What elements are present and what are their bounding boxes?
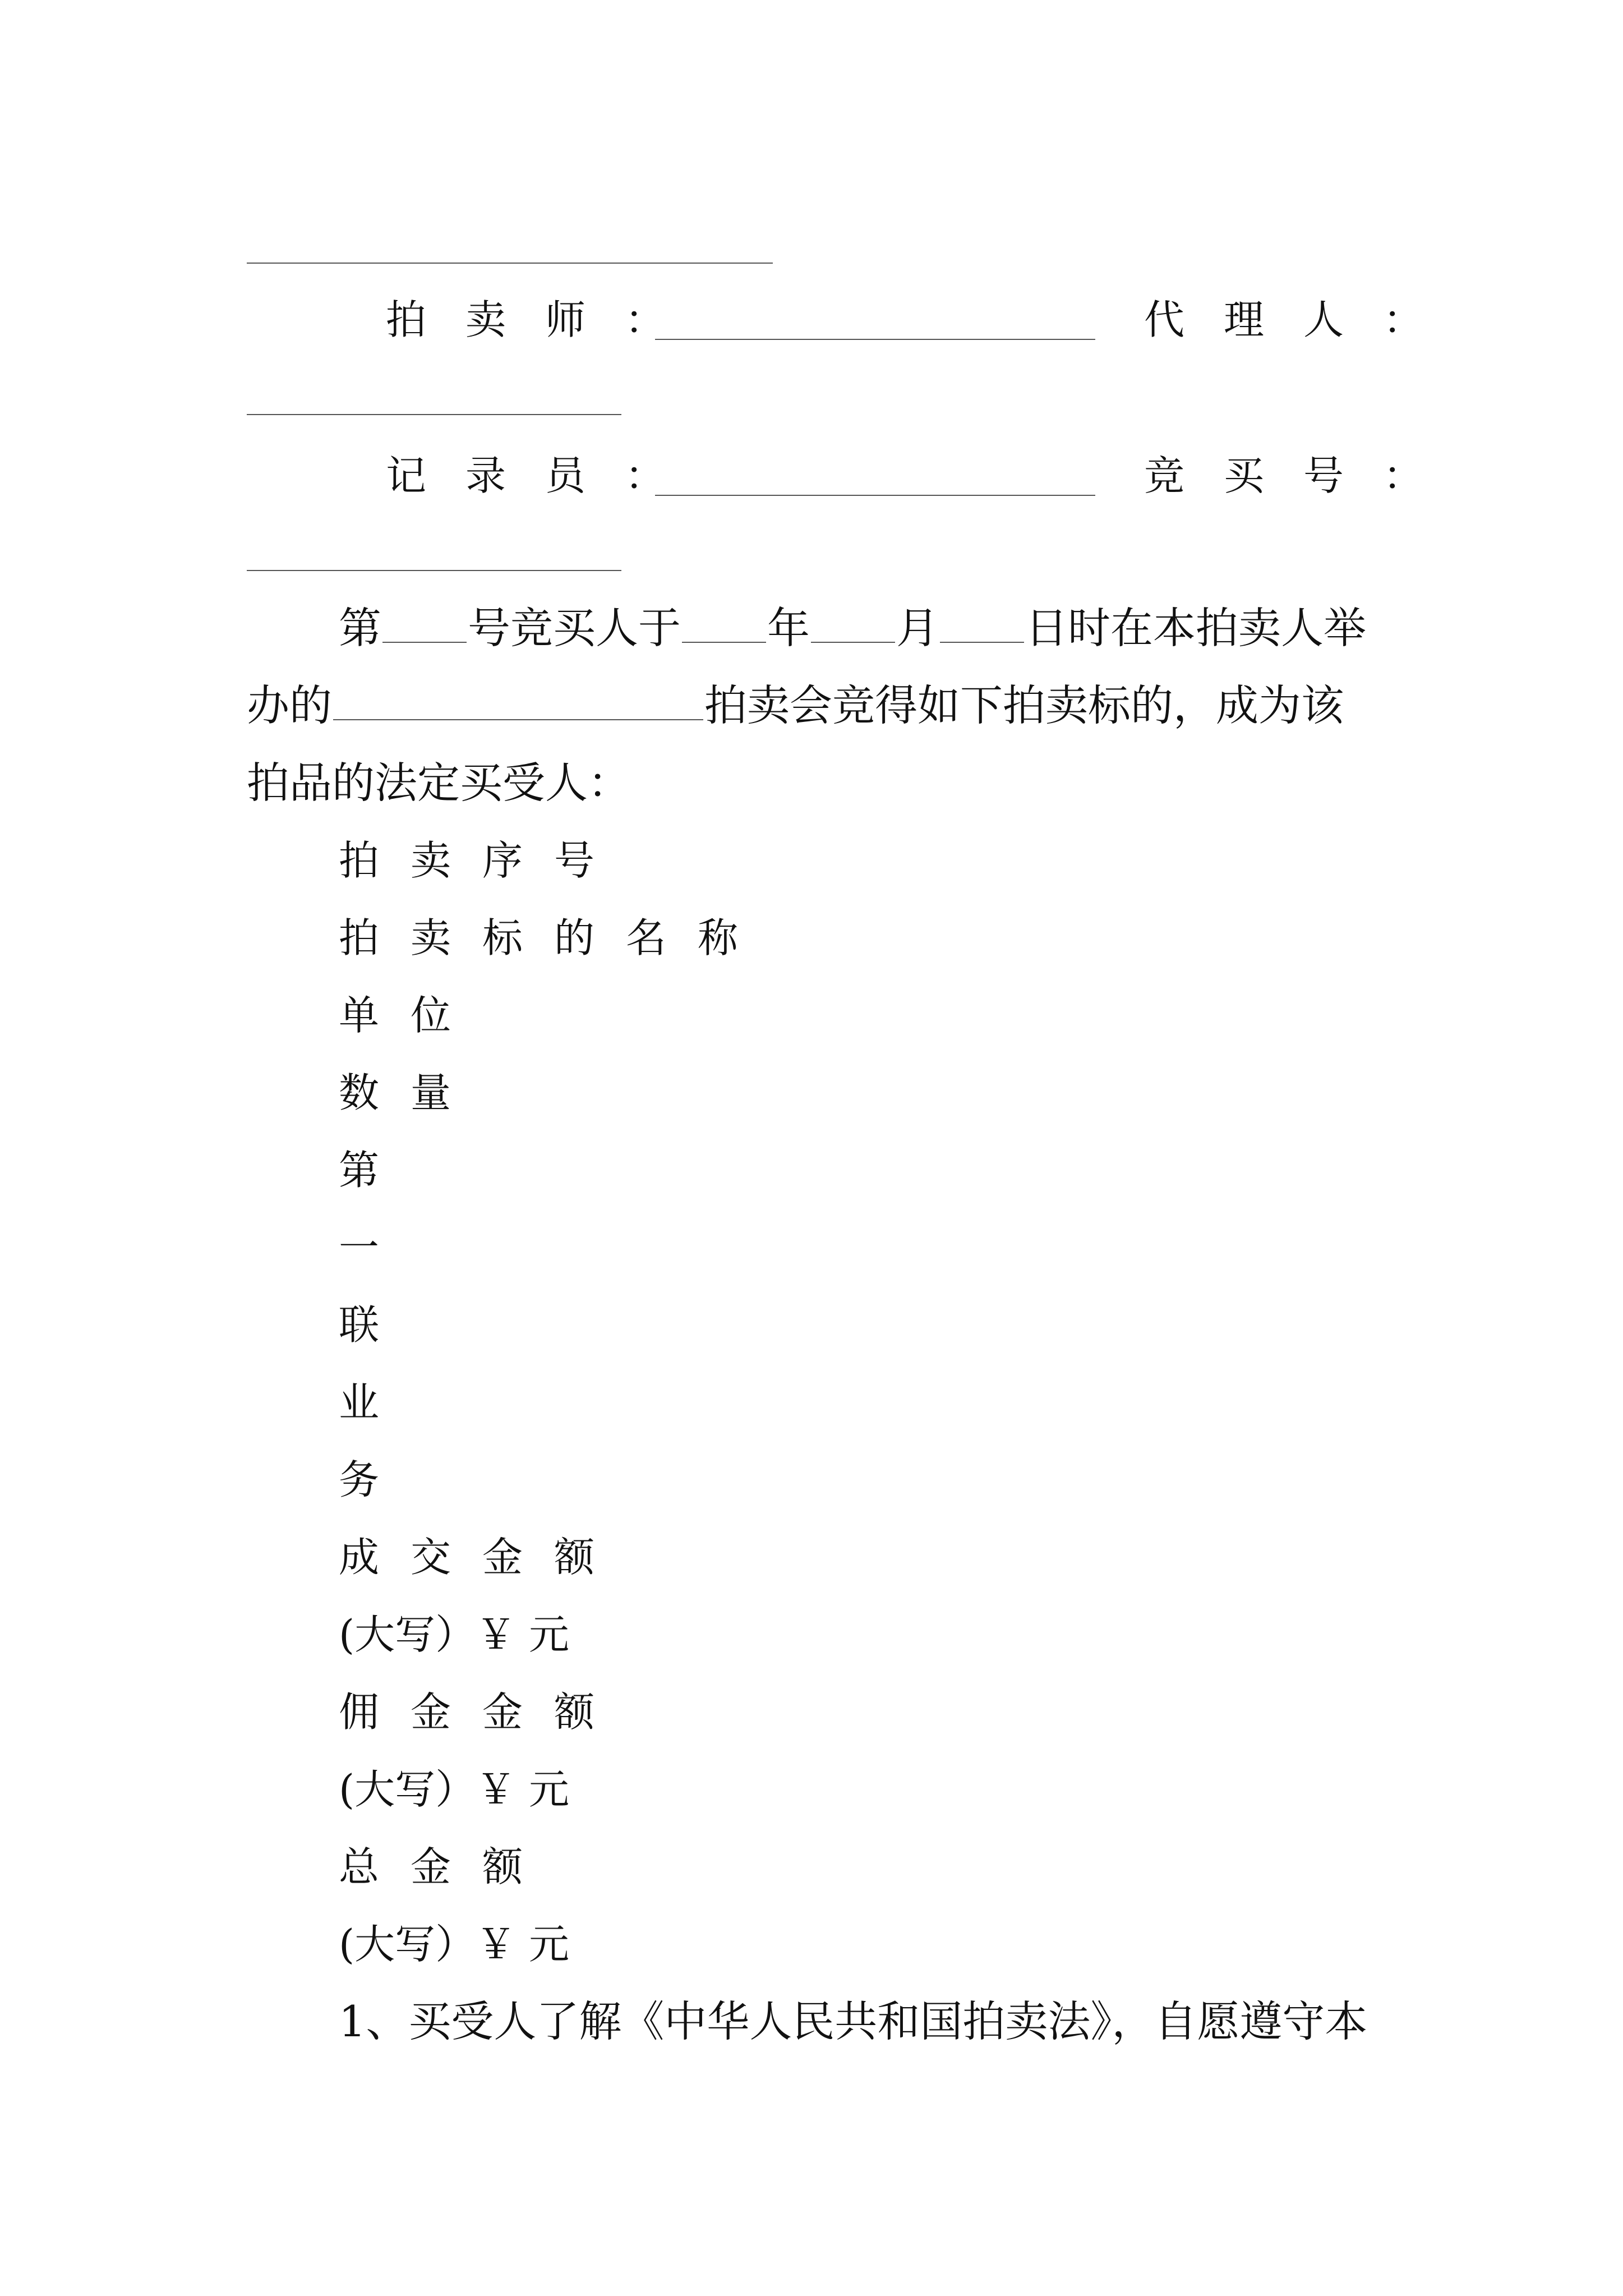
bidder-number-line: [247, 570, 621, 571]
table-item-lot-name: 拍卖标的名称: [339, 914, 770, 961]
clause-1: 1、买受人了解《中华人民共和国拍卖法》，自愿遵守本: [339, 1996, 1368, 2046]
bidder-number-blank: [382, 608, 467, 643]
paragraph-text: 日时在本拍卖人举: [1025, 603, 1366, 653]
table-item-quantity: 数量: [339, 1069, 483, 1116]
paragraph-text: 年: [767, 603, 810, 653]
paragraph-text: 办的: [247, 680, 332, 730]
table-item-amount-in-words: (大写）￥ 元: [339, 1611, 569, 1658]
table-item-total-amount: 总金额: [339, 1843, 555, 1890]
table-item-unit: 单位: [339, 992, 483, 1039]
paragraph-line-3: 拍品的法定买受人：: [247, 758, 630, 808]
paragraph-line-2: [247, 679, 1344, 733]
agent-label: 代理人：: [1144, 296, 1463, 343]
paragraph-line-1: [339, 601, 1366, 655]
paragraph-text: 号竞买人于: [468, 603, 681, 653]
paragraph-text: 拍卖会竞得如下拍卖标的，成为该: [704, 680, 1344, 730]
table-item-copy-char: 务: [339, 1456, 380, 1503]
paragraph-text: 月: [896, 603, 939, 653]
table-item-amount-in-words: (大写）￥ 元: [339, 1766, 569, 1813]
day-blank: [940, 608, 1024, 643]
signature-line-top: [247, 263, 773, 264]
bidder-number-label: 竞买号：: [1144, 452, 1463, 499]
month-blank: [811, 608, 895, 643]
year-blank: [682, 608, 766, 643]
table-item-copy-char: 第: [339, 1147, 380, 1194]
table-item-amount-in-words: (大写）￥ 元: [339, 1921, 569, 1968]
table-item-copy-char: 业: [339, 1379, 380, 1426]
table-item-commission-amount: 佣金金额: [339, 1688, 626, 1736]
table-item-copy-char: 一: [339, 1224, 380, 1271]
table-item-deal-amount: 成交金额: [339, 1534, 626, 1581]
auctioneer-label: 拍卖师：: [386, 296, 705, 343]
table-item-auction-number: 拍卖序号: [339, 837, 626, 884]
recorder-label: 记录员：: [386, 452, 705, 499]
recorder-signature-line: [655, 495, 1095, 496]
auctioneer-signature-line: [655, 339, 1095, 340]
agent-signature-line: [247, 414, 621, 415]
table-item-copy-char: 联: [339, 1301, 380, 1349]
auction-name-blank: [333, 685, 703, 720]
paragraph-text: 第: [339, 603, 381, 653]
